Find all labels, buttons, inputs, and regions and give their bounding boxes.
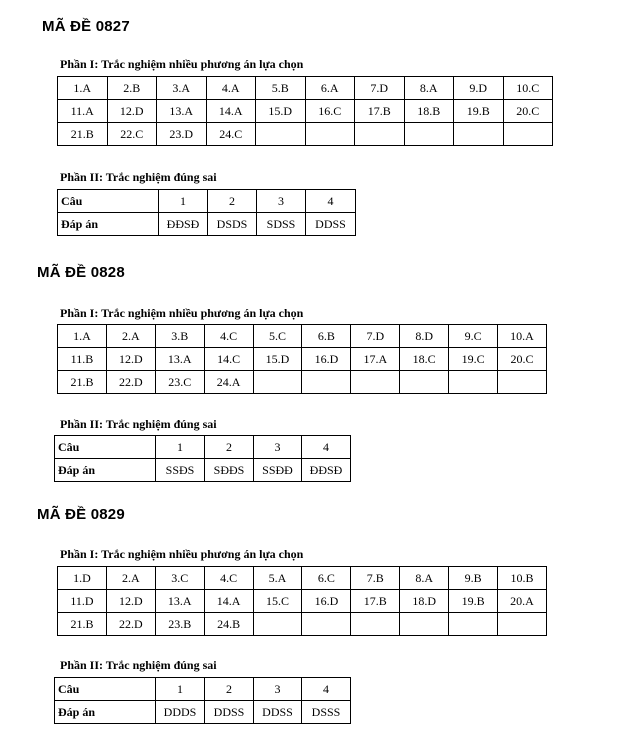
table-row (58, 613, 547, 636)
answer-cell: 9.B (449, 567, 498, 590)
answer-cell: ĐĐSĐ (159, 213, 208, 236)
answer-cell: 3.A (157, 77, 207, 100)
answer-cell (503, 123, 553, 146)
answer-cell (449, 613, 498, 636)
question-header-cell: Câu (55, 678, 156, 701)
answer-cell: DSSS (302, 701, 351, 724)
question-header-cell: Câu (55, 436, 156, 459)
answer-cell (253, 371, 302, 394)
answer-cell: 18.B (404, 100, 454, 123)
part2-title: Phần II: Trắc nghiệm đúng sai (60, 658, 217, 672)
table-row (58, 190, 356, 213)
table-row (58, 213, 356, 236)
answer-cell: 16.D (302, 590, 351, 613)
answer-cell: 24.B (204, 613, 253, 636)
answer-cell: 3.C (155, 567, 204, 590)
answer-cell: SĐĐS (205, 459, 254, 482)
question-number-cell: 4 (306, 190, 356, 213)
part1-title: Phần I: Trắc nghiệm nhiều phương án lựa chọn (60, 306, 304, 320)
answer-cell: 19.B (449, 590, 498, 613)
question-number-cell: 2 (208, 190, 257, 213)
question-number-cell: 3 (254, 678, 302, 701)
answer-cell: 16.D (302, 348, 351, 371)
part1-answer-table (57, 566, 547, 636)
table-row (58, 123, 553, 146)
answer-cell: 7.D (355, 77, 405, 100)
answer-cell: 20.A (498, 590, 547, 613)
answer-cell: DDSS (205, 701, 254, 724)
question-number-cell: 3 (254, 436, 302, 459)
answer-cell: 23.D (157, 123, 207, 146)
answer-cell: 5.C (253, 325, 302, 348)
answer-cell: 14.C (204, 348, 253, 371)
answer-cell: 1.A (58, 77, 108, 100)
table-row (58, 567, 547, 590)
answer-cell: 13.A (157, 100, 207, 123)
answer-cell: 18.D (400, 590, 449, 613)
answer-cell (355, 123, 405, 146)
answer-cell: 21.B (58, 123, 108, 146)
answer-cell: 6.C (302, 567, 351, 590)
question-number-cell: 1 (156, 678, 205, 701)
answer-cell: 4.C (204, 325, 253, 348)
answer-cell: 11.B (58, 348, 107, 371)
question-number-cell: 2 (205, 678, 254, 701)
answer-cell: 6.A (305, 77, 355, 100)
answer-cell: 20.C (503, 100, 553, 123)
answer-cell: DDSS (254, 701, 302, 724)
answer-cell: 2.B (107, 77, 157, 100)
table-row (55, 436, 351, 459)
question-number-cell: 3 (257, 190, 306, 213)
answer-cell: 14.A (206, 100, 256, 123)
answer-cell: 10.C (503, 77, 553, 100)
table-row (58, 77, 553, 100)
answer-cell: SSĐS (156, 459, 205, 482)
part2-answer-table (57, 189, 356, 236)
answer-cell: 19.B (454, 100, 504, 123)
table-row (55, 701, 351, 724)
answer-cell (498, 613, 547, 636)
answer-cell: SDSS (257, 213, 306, 236)
answer-cell: 5.A (253, 567, 302, 590)
answer-cell: 15.D (256, 100, 306, 123)
answer-cell: 18.C (400, 348, 449, 371)
question-number-cell: 1 (156, 436, 205, 459)
answer-cell: 17.A (351, 348, 400, 371)
answer-cell: DDSS (306, 213, 356, 236)
answer-cell: 24.A (204, 371, 253, 394)
answer-cell: 11.A (58, 100, 108, 123)
answer-cell: 15.D (253, 348, 302, 371)
answer-cell: 9.D (454, 77, 504, 100)
answer-cell: 8.D (400, 325, 449, 348)
exam-code-title: MÃ ĐỀ 0827 (42, 18, 130, 35)
answer-cell: 12.D (107, 100, 157, 123)
answer-cell: 12.D (106, 590, 155, 613)
table-row (55, 678, 351, 701)
answer-cell: 11.D (58, 590, 107, 613)
question-number-cell: 4 (302, 678, 351, 701)
answer-cell (302, 613, 351, 636)
answer-cell: 10.B (498, 567, 547, 590)
answer-cell: 21.B (58, 613, 107, 636)
answer-cell: 22.D (106, 371, 155, 394)
exam-code-title: MÃ ĐỀ 0829 (37, 506, 125, 523)
answer-cell: 8.A (404, 77, 454, 100)
answer-cell (404, 123, 454, 146)
table-row (58, 371, 547, 394)
answer-cell: 7.D (351, 325, 400, 348)
question-number-cell: 4 (302, 436, 351, 459)
answer-cell: 4.A (206, 77, 256, 100)
answer-cell: 14.A (204, 590, 253, 613)
answer-cell: 22.C (107, 123, 157, 146)
answer-cell (400, 613, 449, 636)
part2-answer-table (54, 677, 351, 724)
exam-code-title: MÃ ĐỀ 0828 (37, 264, 125, 281)
table-row (58, 100, 553, 123)
part2-answer-table (54, 435, 351, 482)
answer-cell: 15.C (253, 590, 302, 613)
answer-cell (454, 123, 504, 146)
answer-cell: 9.C (449, 325, 498, 348)
answer-cell: 22.D (106, 613, 155, 636)
answer-cell: 12.D (106, 348, 155, 371)
answer-cell: 8.A (400, 567, 449, 590)
answer-cell: 1.D (58, 567, 107, 590)
answer-cell (305, 123, 355, 146)
answer-cell (351, 613, 400, 636)
answer-cell: 2.A (106, 567, 155, 590)
answer-cell: 7.B (351, 567, 400, 590)
answer-cell: SSĐĐ (254, 459, 302, 482)
answer-cell: 1.A (58, 325, 107, 348)
answer-cell: 17.B (351, 590, 400, 613)
answer-cell: 6.B (302, 325, 351, 348)
part2-title: Phần II: Trắc nghiệm đúng sai (60, 417, 217, 431)
answer-cell: 24.C (206, 123, 256, 146)
question-number-cell: 1 (159, 190, 208, 213)
answer-cell: DSDS (208, 213, 257, 236)
answer-header-cell: Đáp án (58, 213, 159, 236)
answer-cell: 13.A (155, 590, 204, 613)
question-number-cell: 2 (205, 436, 254, 459)
table-row (58, 590, 547, 613)
question-header-cell: Câu (58, 190, 159, 213)
answer-cell: ĐĐSĐ (302, 459, 351, 482)
answer-cell: 23.B (155, 613, 204, 636)
answer-cell: 5.B (256, 77, 306, 100)
part1-title: Phần I: Trắc nghiệm nhiều phương án lựa chọn (60, 57, 304, 71)
answer-cell: 4.C (204, 567, 253, 590)
answer-cell: 10.A (498, 325, 547, 348)
table-row (58, 348, 547, 371)
answer-cell: DDDS (156, 701, 205, 724)
part1-answer-table (57, 324, 547, 394)
answer-cell (400, 371, 449, 394)
answer-cell: 20.C (498, 348, 547, 371)
answer-cell: 16.C (305, 100, 355, 123)
answer-cell: 21.B (58, 371, 107, 394)
table-row (55, 459, 351, 482)
answer-cell (498, 371, 547, 394)
answer-cell: 19.C (449, 348, 498, 371)
table-row (58, 325, 547, 348)
answer-header-cell: Đáp án (55, 459, 156, 482)
answer-cell: 23.C (155, 371, 204, 394)
answer-cell (253, 613, 302, 636)
answer-cell (449, 371, 498, 394)
answer-cell (351, 371, 400, 394)
answer-cell: 2.A (106, 325, 155, 348)
answer-header-cell: Đáp án (55, 701, 156, 724)
answer-cell: 13.A (155, 348, 204, 371)
part2-title: Phần II: Trắc nghiệm đúng sai (60, 170, 217, 184)
part1-title: Phần I: Trắc nghiệm nhiều phương án lựa chọn (60, 547, 304, 561)
part1-answer-table (57, 76, 553, 146)
answer-cell: 17.B (355, 100, 405, 123)
answer-cell (302, 371, 351, 394)
answer-cell: 3.B (155, 325, 204, 348)
answer-cell (256, 123, 306, 146)
